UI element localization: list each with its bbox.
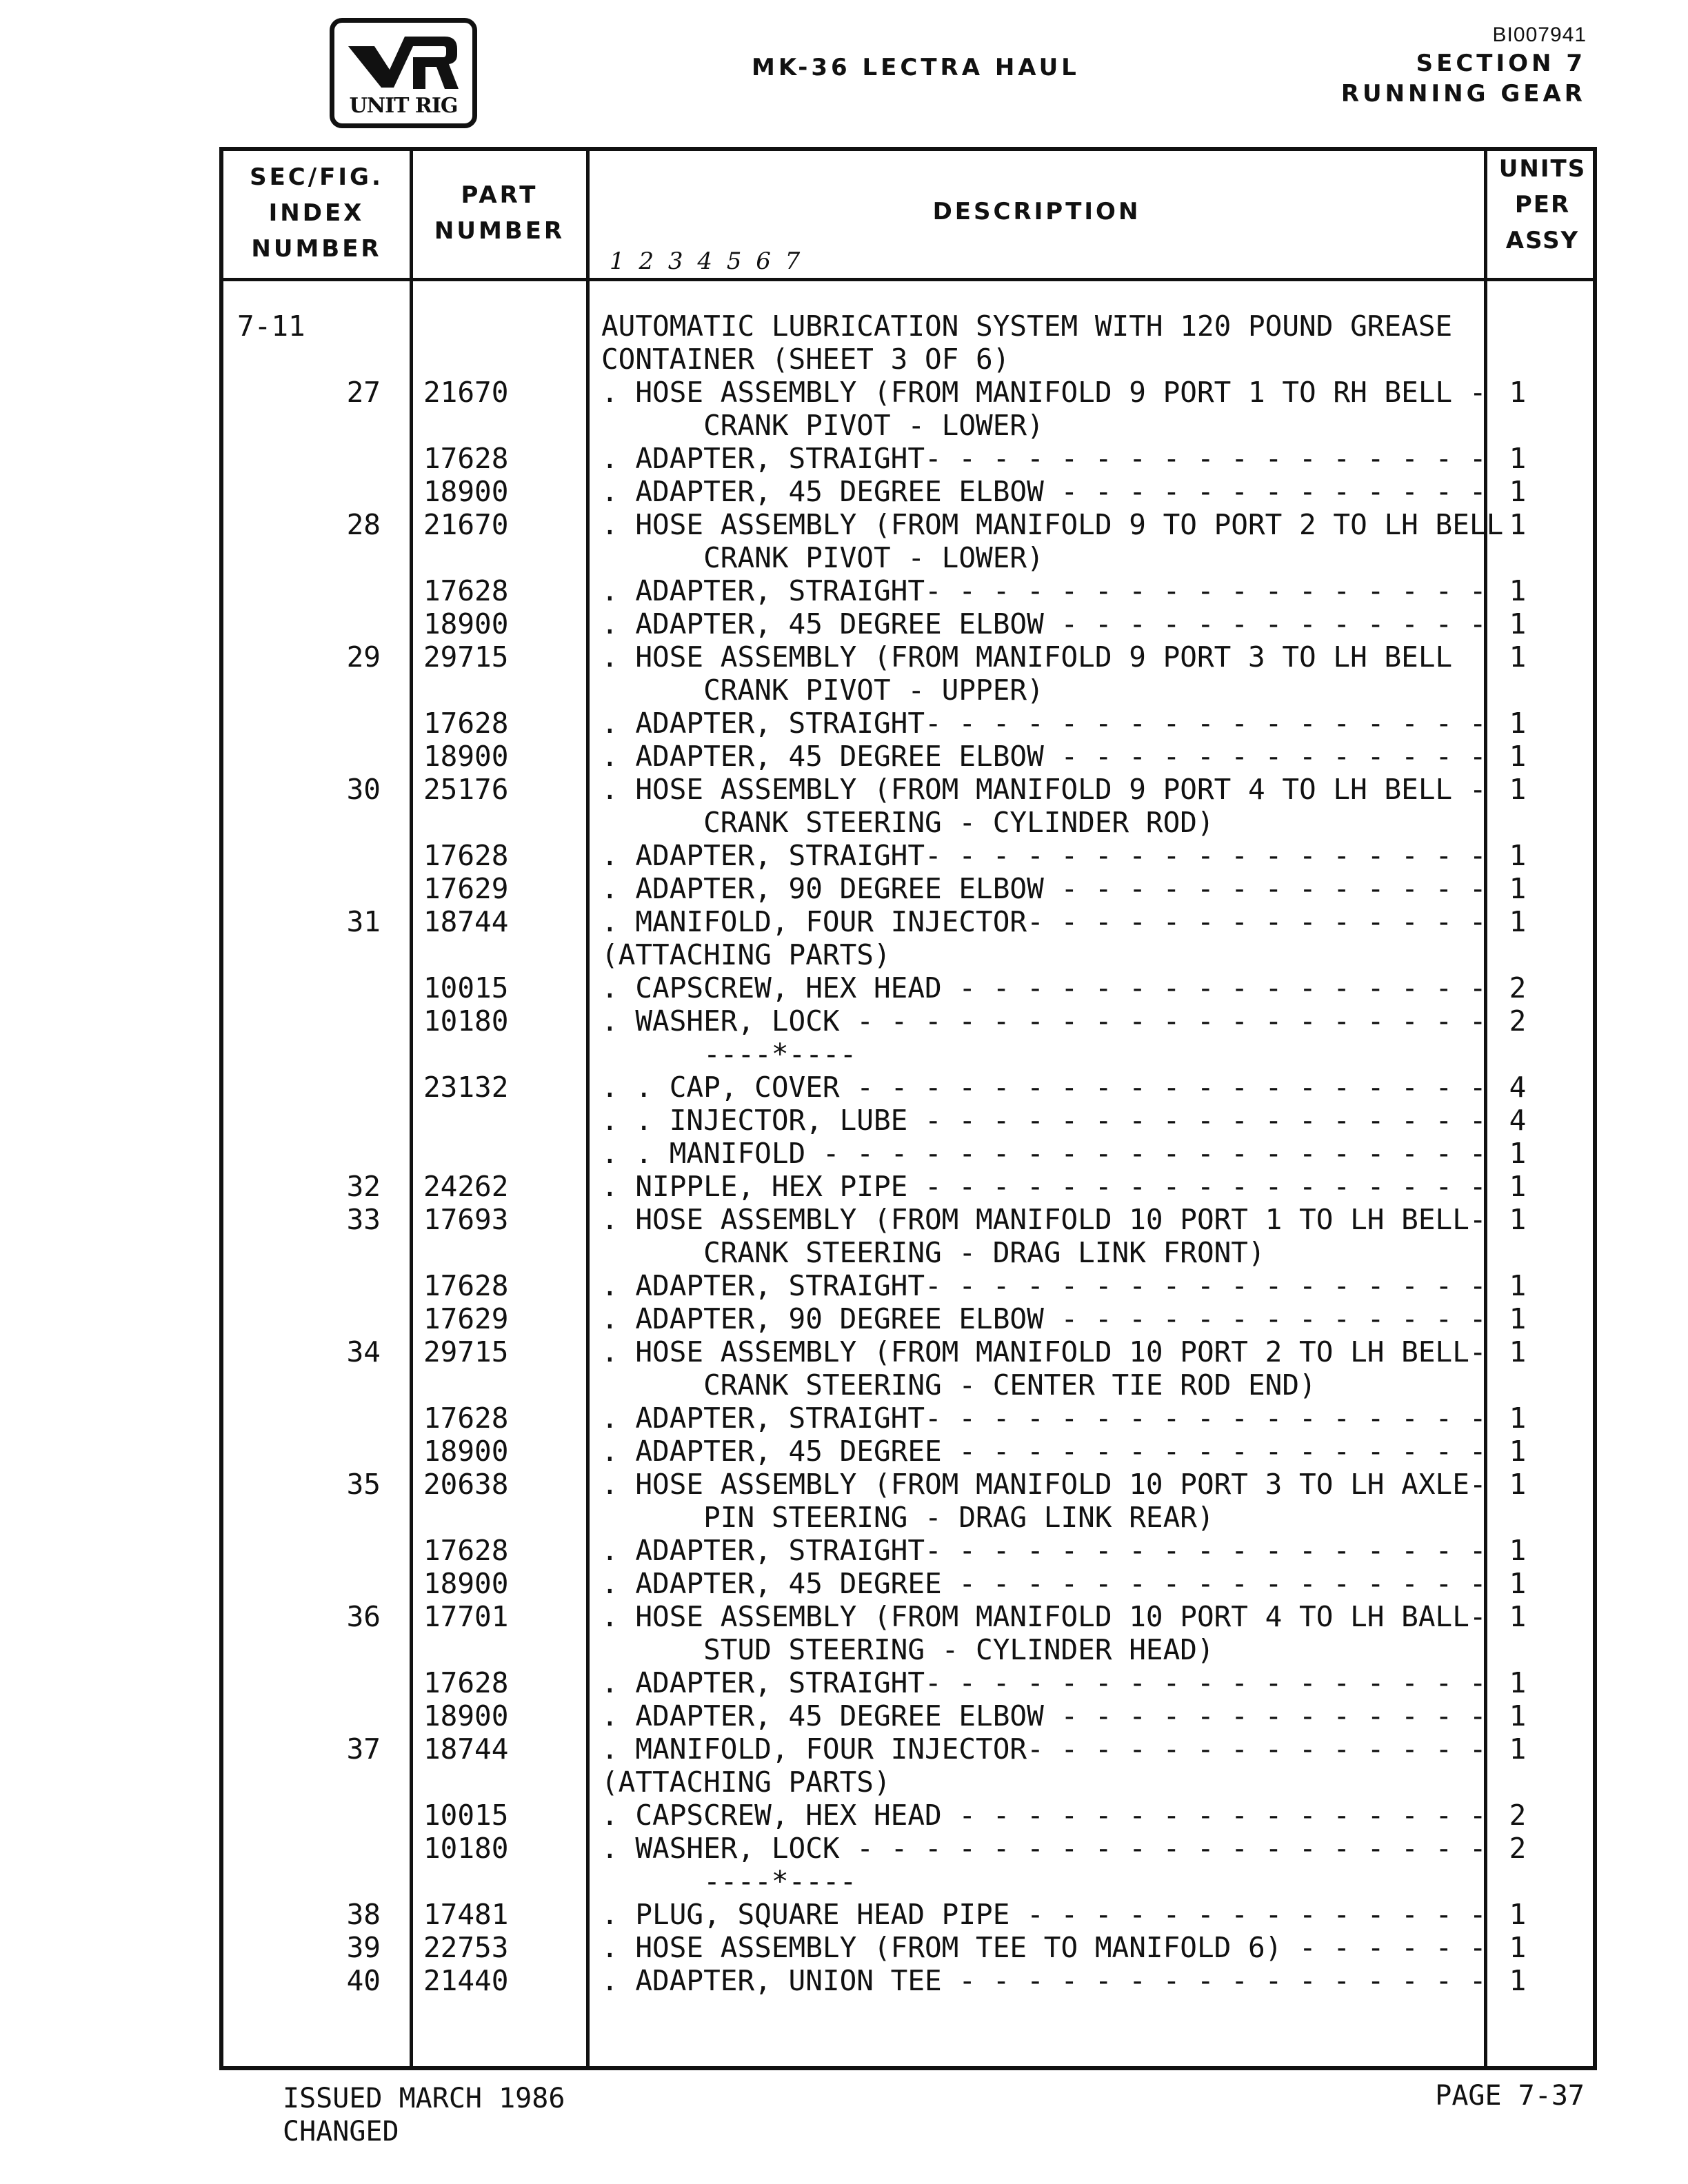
description: . ADAPTER, STRAIGHT- - - - - - - - - - - - - - - - - — [601, 1269, 1487, 1302]
description: . HOSE ASSEMBLY (FROM MANIFOLD 9 PORT 1 TO RH BELL - — [601, 376, 1487, 409]
table-row — [223, 1964, 1593, 1997]
part-number: 18900 — [423, 1699, 509, 1732]
part-number: 21670 — [423, 508, 509, 541]
table-row — [223, 674, 1593, 707]
part-number: 10015 — [423, 1799, 509, 1832]
index-number: 32 — [346, 1170, 381, 1203]
table-row — [223, 1038, 1593, 1071]
table-row — [223, 574, 1593, 607]
part-number: 29715 — [423, 640, 509, 674]
description: . HOSE ASSEMBLY (FROM MANIFOLD 10 PORT 4 TO LH BALL- — [601, 1600, 1487, 1633]
index-number: 27 — [346, 376, 381, 409]
units-per-assy: 2 — [1509, 1832, 1527, 1865]
part-number: 29715 — [423, 1335, 509, 1368]
part-number: 17628 — [423, 839, 509, 872]
table-row — [223, 1368, 1593, 1402]
index-column-header: SEC/FIG. INDEX NUMBER — [250, 163, 383, 263]
table-row — [223, 310, 1593, 343]
table-row — [223, 1236, 1593, 1269]
table-row — [223, 508, 1593, 541]
logo-text: UNIT RIG — [349, 94, 458, 118]
part-number: 22753 — [423, 1931, 509, 1964]
table-row — [223, 905, 1593, 938]
description: . NIPPLE, HEX PIPE - - - - - - - - - - - - - - - - - — [601, 1170, 1487, 1203]
units-per-assy: 1 — [1509, 442, 1527, 475]
description: CRANK PIVOT - LOWER) — [601, 541, 1044, 574]
units-per-assy: 2 — [1509, 971, 1527, 1004]
index-number: 28 — [346, 508, 381, 541]
indent-levels: 1 2 3 4 5 6 7 — [610, 247, 801, 275]
table-row — [223, 1666, 1593, 1699]
units-per-assy: 1 — [1509, 1468, 1527, 1501]
description: . . INJECTOR, LUBE - - - - - - - - - - - - - - - - - — [601, 1104, 1487, 1137]
table-row — [223, 541, 1593, 574]
part-number: 17629 — [423, 1302, 509, 1335]
units-per-assy: 1 — [1509, 773, 1527, 806]
part-number: 17628 — [423, 574, 509, 607]
table-row — [223, 1732, 1593, 1766]
table-row — [223, 1832, 1593, 1865]
part-number: 17628 — [423, 1402, 509, 1435]
index-number: 40 — [346, 1964, 381, 1997]
description: . ADAPTER, STRAIGHT- - - - - - - - - - - - - - - - - — [601, 442, 1487, 475]
description: . ADAPTER, 90 DEGREE ELBOW - - - - - - - - - - - - - — [601, 872, 1487, 905]
units-per-assy: 1 — [1509, 640, 1527, 674]
table-row — [223, 1799, 1593, 1832]
table-row — [223, 839, 1593, 872]
description: CRANK STEERING - DRAG LINK FRONT) — [601, 1236, 1265, 1269]
units-per-assy: 1 — [1509, 1534, 1527, 1567]
part-number-column-header: PART NUMBER — [434, 181, 565, 245]
part-number: 17481 — [423, 1898, 509, 1931]
table-row — [223, 1104, 1593, 1137]
index-number: 35 — [346, 1468, 381, 1501]
description: . PLUG, SQUARE HEAD PIPE - - - - - - - - - - - - - - — [601, 1898, 1487, 1931]
table-row — [223, 1137, 1593, 1170]
units-per-assy: 1 — [1509, 607, 1527, 640]
table-row — [223, 1766, 1593, 1799]
description: . . CAP, COVER - - - - - - - - - - - - - - - - - - - — [601, 1071, 1487, 1104]
table-row — [223, 1898, 1593, 1931]
units-per-assy: 1 — [1509, 905, 1527, 938]
description: . CAPSCREW, HEX HEAD - - - - - - - - - - - - - - - - — [601, 1799, 1487, 1832]
description-column-header: DESCRIPTION — [932, 198, 1141, 225]
description: . HOSE ASSEMBLY (FROM MANIFOLD 9 TO PORT 2 TO LH BELL — [601, 508, 1504, 541]
description: . HOSE ASSEMBLY (FROM MANIFOLD 10 PORT 3 TO LH AXLE- — [601, 1468, 1487, 1501]
table-row — [223, 1468, 1593, 1501]
table-row — [223, 1004, 1593, 1038]
section-number: SECTION 7 — [1416, 50, 1586, 77]
document-id: BI007941 — [1492, 23, 1587, 46]
description: . ADAPTER, 45 DEGREE - - - - - - - - - - - - - - - - — [601, 1435, 1487, 1468]
description: . ADAPTER, STRAIGHT- - - - - - - - - - - - - - - - - — [601, 707, 1487, 740]
part-number: 10180 — [423, 1832, 509, 1865]
part-number: 17629 — [423, 872, 509, 905]
table-row — [223, 707, 1593, 740]
description: . ADAPTER, STRAIGHT- - - - - - - - - - - - - - - - - — [601, 574, 1487, 607]
units-per-assy: 4 — [1509, 1104, 1527, 1137]
description: . ADAPTER, STRAIGHT- - - - - - - - - - - - - - - - - — [601, 1534, 1487, 1567]
description: . WASHER, LOCK - - - - - - - - - - - - - - - - - - - — [601, 1004, 1487, 1038]
units-per-assy: 1 — [1509, 839, 1527, 872]
description: AUTOMATIC LUBRICATION SYSTEM WITH 120 POUND GREASE — [601, 310, 1453, 343]
table-row — [223, 971, 1593, 1004]
table-row — [223, 1402, 1593, 1435]
description: . ADAPTER, 45 DEGREE ELBOW - - - - - - - - - - - - - — [601, 1699, 1487, 1732]
table-row — [223, 376, 1593, 409]
table-row — [223, 1931, 1593, 1964]
index-number: 36 — [346, 1600, 381, 1633]
index-number: 38 — [346, 1898, 381, 1931]
part-number: 18900 — [423, 740, 509, 773]
table-row — [223, 343, 1593, 376]
part-number: 17693 — [423, 1203, 509, 1236]
units-per-assy: 1 — [1509, 1931, 1527, 1964]
description: . ADAPTER, 90 DEGREE ELBOW - - - - - - - - - - - - - — [601, 1302, 1487, 1335]
units-per-assy: 1 — [1509, 1898, 1527, 1931]
part-number: 17628 — [423, 707, 509, 740]
units-column-header: UNITS PER ASSY — [1498, 155, 1587, 254]
index-number: 31 — [346, 905, 381, 938]
description: CRANK STEERING - CENTER TIE ROD END) — [601, 1368, 1316, 1402]
index-number: 34 — [346, 1335, 381, 1368]
part-number: 20638 — [423, 1468, 509, 1501]
part-number: 17628 — [423, 1269, 509, 1302]
units-per-assy: 1 — [1509, 740, 1527, 773]
section-name: RUNNING GEAR — [1340, 80, 1586, 108]
table-row — [223, 607, 1593, 640]
table-row — [223, 442, 1593, 475]
description: ----*---- — [601, 1865, 857, 1898]
units-per-assy: 1 — [1509, 376, 1527, 409]
table-row — [223, 1865, 1593, 1898]
table-row — [223, 1567, 1593, 1600]
table-row — [223, 1203, 1593, 1236]
part-number: 18900 — [423, 475, 509, 508]
units-per-assy: 1 — [1509, 1137, 1527, 1170]
units-per-assy: 2 — [1509, 1004, 1527, 1038]
description: . ADAPTER, 45 DEGREE ELBOW - - - - - - - - - - - - - — [601, 607, 1487, 640]
part-number: 18900 — [423, 607, 509, 640]
description: . WASHER, LOCK - - - - - - - - - - - - - - - - - - - — [601, 1832, 1487, 1865]
part-number: 10015 — [423, 971, 509, 1004]
index-number: 29 — [346, 640, 381, 674]
description: . MANIFOLD, FOUR INJECTOR- - - - - - - - - - - - - - — [601, 905, 1487, 938]
units-per-assy: 1 — [1509, 1269, 1527, 1302]
table-row — [223, 1269, 1593, 1302]
description: CRANK PIVOT - LOWER) — [601, 409, 1044, 442]
description: . ADAPTER, 45 DEGREE ELBOW - - - - - - - - - - - - - — [601, 475, 1487, 508]
units-per-assy: 4 — [1509, 1071, 1527, 1104]
parts-list-table — [219, 147, 1597, 2070]
description: . ADAPTER, STRAIGHT- - - - - - - - - - - - - - - - - — [601, 839, 1487, 872]
description: . . MANIFOLD - - - - - - - - - - - - - - - - - - - - — [601, 1137, 1487, 1170]
units-per-assy: 2 — [1509, 1799, 1527, 1832]
table-row — [223, 1170, 1593, 1203]
description: (ATTACHING PARTS) — [601, 1766, 891, 1799]
description: . HOSE ASSEMBLY (FROM MANIFOLD 9 PORT 4 TO LH BELL - — [601, 773, 1487, 806]
table-row — [223, 1071, 1593, 1104]
description: PIN STEERING - DRAG LINK REAR) — [601, 1501, 1214, 1534]
description: CONTAINER (SHEET 3 OF 6) — [601, 343, 1010, 376]
table-row — [223, 1335, 1593, 1368]
units-per-assy: 1 — [1509, 1203, 1527, 1236]
part-number: 10180 — [423, 1004, 509, 1038]
part-number: 18744 — [423, 905, 509, 938]
description: . ADAPTER, 45 DEGREE ELBOW - - - - - - - - - - - - - — [601, 740, 1487, 773]
description: . HOSE ASSEMBLY (FROM TEE TO MANIFOLD 6) - - - - - - — [601, 1931, 1487, 1964]
part-number: 17628 — [423, 1666, 509, 1699]
index-number: 37 — [346, 1732, 381, 1766]
table-row — [223, 1699, 1593, 1732]
units-per-assy: 1 — [1509, 1732, 1527, 1766]
units-per-assy: 1 — [1509, 1567, 1527, 1600]
units-per-assy: 1 — [1509, 1402, 1527, 1435]
description: CRANK STEERING - CYLINDER ROD) — [601, 806, 1214, 839]
table-row — [223, 409, 1593, 442]
units-per-assy: 1 — [1509, 1302, 1527, 1335]
table-row — [223, 1435, 1593, 1468]
index-number: 30 — [346, 773, 381, 806]
units-per-assy: 1 — [1509, 1964, 1527, 1997]
table-row — [223, 740, 1593, 773]
part-number: 18900 — [423, 1435, 509, 1468]
description: . MANIFOLD, FOUR INJECTOR- - - - - - - - - - - - - - — [601, 1732, 1487, 1766]
table-row — [223, 938, 1593, 971]
table-row — [223, 640, 1593, 674]
part-number: 21670 — [423, 376, 509, 409]
units-per-assy: 1 — [1509, 475, 1527, 508]
description: STUD STEERING - CYLINDER HEAD) — [601, 1633, 1214, 1666]
description: . ADAPTER, STRAIGHT- - - - - - - - - - - - - - - - - — [601, 1666, 1487, 1699]
part-number: 17628 — [423, 1534, 509, 1567]
index-number: 7-11 — [237, 310, 305, 343]
table-row — [223, 475, 1593, 508]
parts-rows — [223, 310, 1593, 1997]
table-row — [223, 1633, 1593, 1666]
part-number: 17628 — [423, 442, 509, 475]
description: . ADAPTER, STRAIGHT- - - - - - - - - - - - - - - - - — [601, 1402, 1487, 1435]
description: . ADAPTER, UNION TEE - - - - - - - - - - - - - - - - — [601, 1964, 1487, 1997]
table-row — [223, 872, 1593, 905]
description: . HOSE ASSEMBLY (FROM MANIFOLD 10 PORT 2 TO LH BELL- — [601, 1335, 1487, 1368]
units-per-assy: 1 — [1509, 1600, 1527, 1633]
table-row — [223, 1501, 1593, 1534]
unit-rig-logo — [330, 18, 477, 128]
units-per-assy: 1 — [1509, 574, 1527, 607]
units-per-assy: 1 — [1509, 1335, 1527, 1368]
description: CRANK PIVOT - UPPER) — [601, 674, 1044, 707]
units-per-assy: 1 — [1509, 707, 1527, 740]
table-row — [223, 806, 1593, 839]
part-number: 23132 — [423, 1071, 509, 1104]
description: (ATTACHING PARTS) — [601, 938, 891, 971]
header-divider — [223, 278, 1593, 281]
units-per-assy: 1 — [1509, 872, 1527, 905]
table-row — [223, 1534, 1593, 1567]
part-number: 18744 — [423, 1732, 509, 1766]
description: . ADAPTER, 45 DEGREE - - - - - - - - - - - - - - - - — [601, 1567, 1487, 1600]
part-number: 17701 — [423, 1600, 509, 1633]
units-per-assy: 1 — [1509, 1699, 1527, 1732]
part-number: 25176 — [423, 773, 509, 806]
units-per-assy: 1 — [1509, 1666, 1527, 1699]
table-row — [223, 1302, 1593, 1335]
table-row — [223, 773, 1593, 806]
description: . HOSE ASSEMBLY (FROM MANIFOLD 10 PORT 1 TO LH BELL- — [601, 1203, 1487, 1236]
part-number: 21440 — [423, 1964, 509, 1997]
footer-issued: ISSUED MARCH 1986 CHANGED — [283, 2083, 565, 2147]
manual-title: MK-36 LECTRA HAUL — [752, 54, 1080, 81]
part-number: 24262 — [423, 1170, 509, 1203]
units-per-assy: 1 — [1509, 1170, 1527, 1203]
description: ----*---- — [601, 1038, 857, 1071]
units-per-assy: 1 — [1509, 1435, 1527, 1468]
index-number: 33 — [346, 1203, 381, 1236]
unit-rig-emblem-icon — [341, 27, 465, 96]
description: . CAPSCREW, HEX HEAD - - - - - - - - - - - - - - - - — [601, 971, 1487, 1004]
part-number: 18900 — [423, 1567, 509, 1600]
page-number: PAGE 7-37 — [1435, 2080, 1585, 2112]
units-per-assy: 1 — [1509, 508, 1527, 541]
table-row — [223, 1600, 1593, 1633]
description: . HOSE ASSEMBLY (FROM MANIFOLD 9 PORT 3 TO LH BELL — [601, 640, 1453, 674]
index-number: 39 — [346, 1931, 381, 1964]
